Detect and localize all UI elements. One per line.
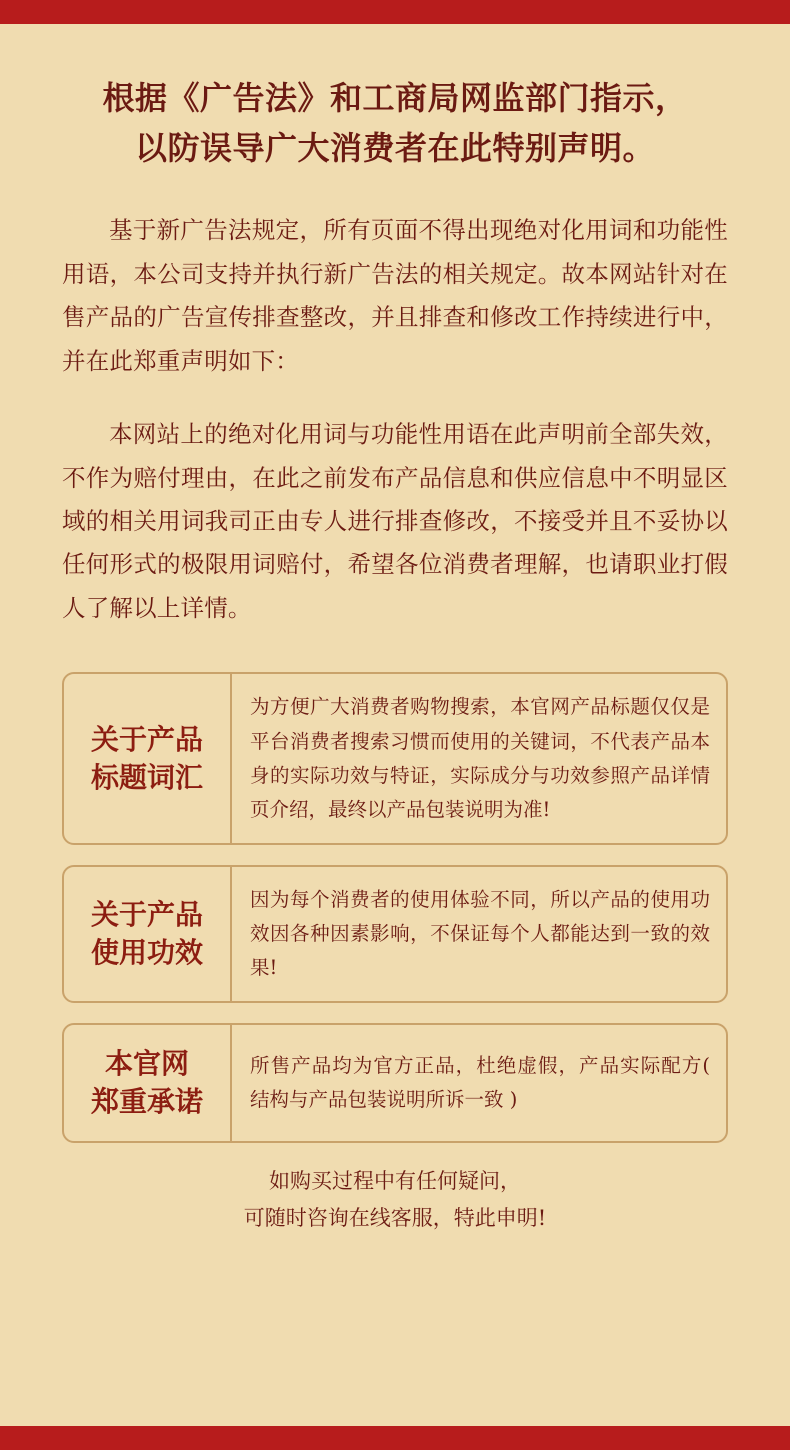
footer-note	[62, 1163, 728, 1237]
bottom-accent-bar	[0, 1426, 790, 1450]
statement-card-label-line2: 郑重承诺	[90, 1085, 203, 1119]
statement-card-label-line2: 标题词汇	[90, 760, 203, 794]
statement-paragraph-2: 本网站上的绝对化用词与功能性用语在此声明前全部失效，不作为赔付理由，在此之前发布产品信息和供应信息中不明显区域的相关用词我司正由专人进行排查修改，不接受并且不妥协以任何形式的极限用词赔付，希望各位消费者理解，也请职业打假人了解以上详情。	[62, 420, 728, 622]
statement-card-label-line1: 本官网	[104, 1047, 189, 1081]
statement-card-text: 因为每个消费者的使用体验不同，所以产品的使用功效因各种因素影响，不保证每个人都能达到一致的效果!	[250, 887, 710, 980]
statement-card	[62, 865, 728, 1003]
statement-card-text: 所售产品均为官方正品，杜绝虚假，产品实际配方( 结构与产品包装说明所诉一致 )	[250, 1054, 710, 1112]
statement-card-label	[64, 674, 232, 843]
page-title	[62, 24, 728, 173]
statement-card-list	[62, 672, 728, 1143]
statement-card-label-line1: 关于产品	[90, 898, 203, 932]
statement-card-label	[64, 867, 232, 1001]
statement-card-text: 为方便广大消费者购物搜索，本官网产品标题仅仅是平台消费者搜索习惯而使用的关键词，不代表产品本身的实际功效与特证，实际成分与功效参照产品详情页介绍，最终以产品包装说明为准!	[250, 695, 710, 821]
top-accent-bar	[0, 0, 790, 24]
statement-card-label	[64, 1025, 232, 1141]
footer-note-line2: 可随时咨询在线客服，特此申明!	[243, 1206, 547, 1231]
statement-card-label-line1: 关于产品	[90, 722, 203, 756]
statement-card	[62, 672, 728, 845]
statement-paper	[0, 24, 790, 1426]
footer-note-line1: 如购买过程中有任何疑问，	[269, 1169, 521, 1194]
page-title-line2: 以防误导广大消费者在此特别声明。	[134, 128, 655, 167]
statement-paragraph-1: 基于新广告法规定，所有页面不得出现绝对化用词和功能性用语，本公司支持并执行新广告法的相关规定。故本网站针对在售产品的广告宣传排查整改，并且排查和修改工作持续进行中，并在此郑重声明如下：	[62, 216, 728, 375]
statement-card-label-line2: 使用功效	[90, 936, 203, 970]
page-title-line1: 根据《广告法》和工商局网监部门指示，	[102, 79, 688, 117]
statement-card	[62, 1023, 728, 1143]
